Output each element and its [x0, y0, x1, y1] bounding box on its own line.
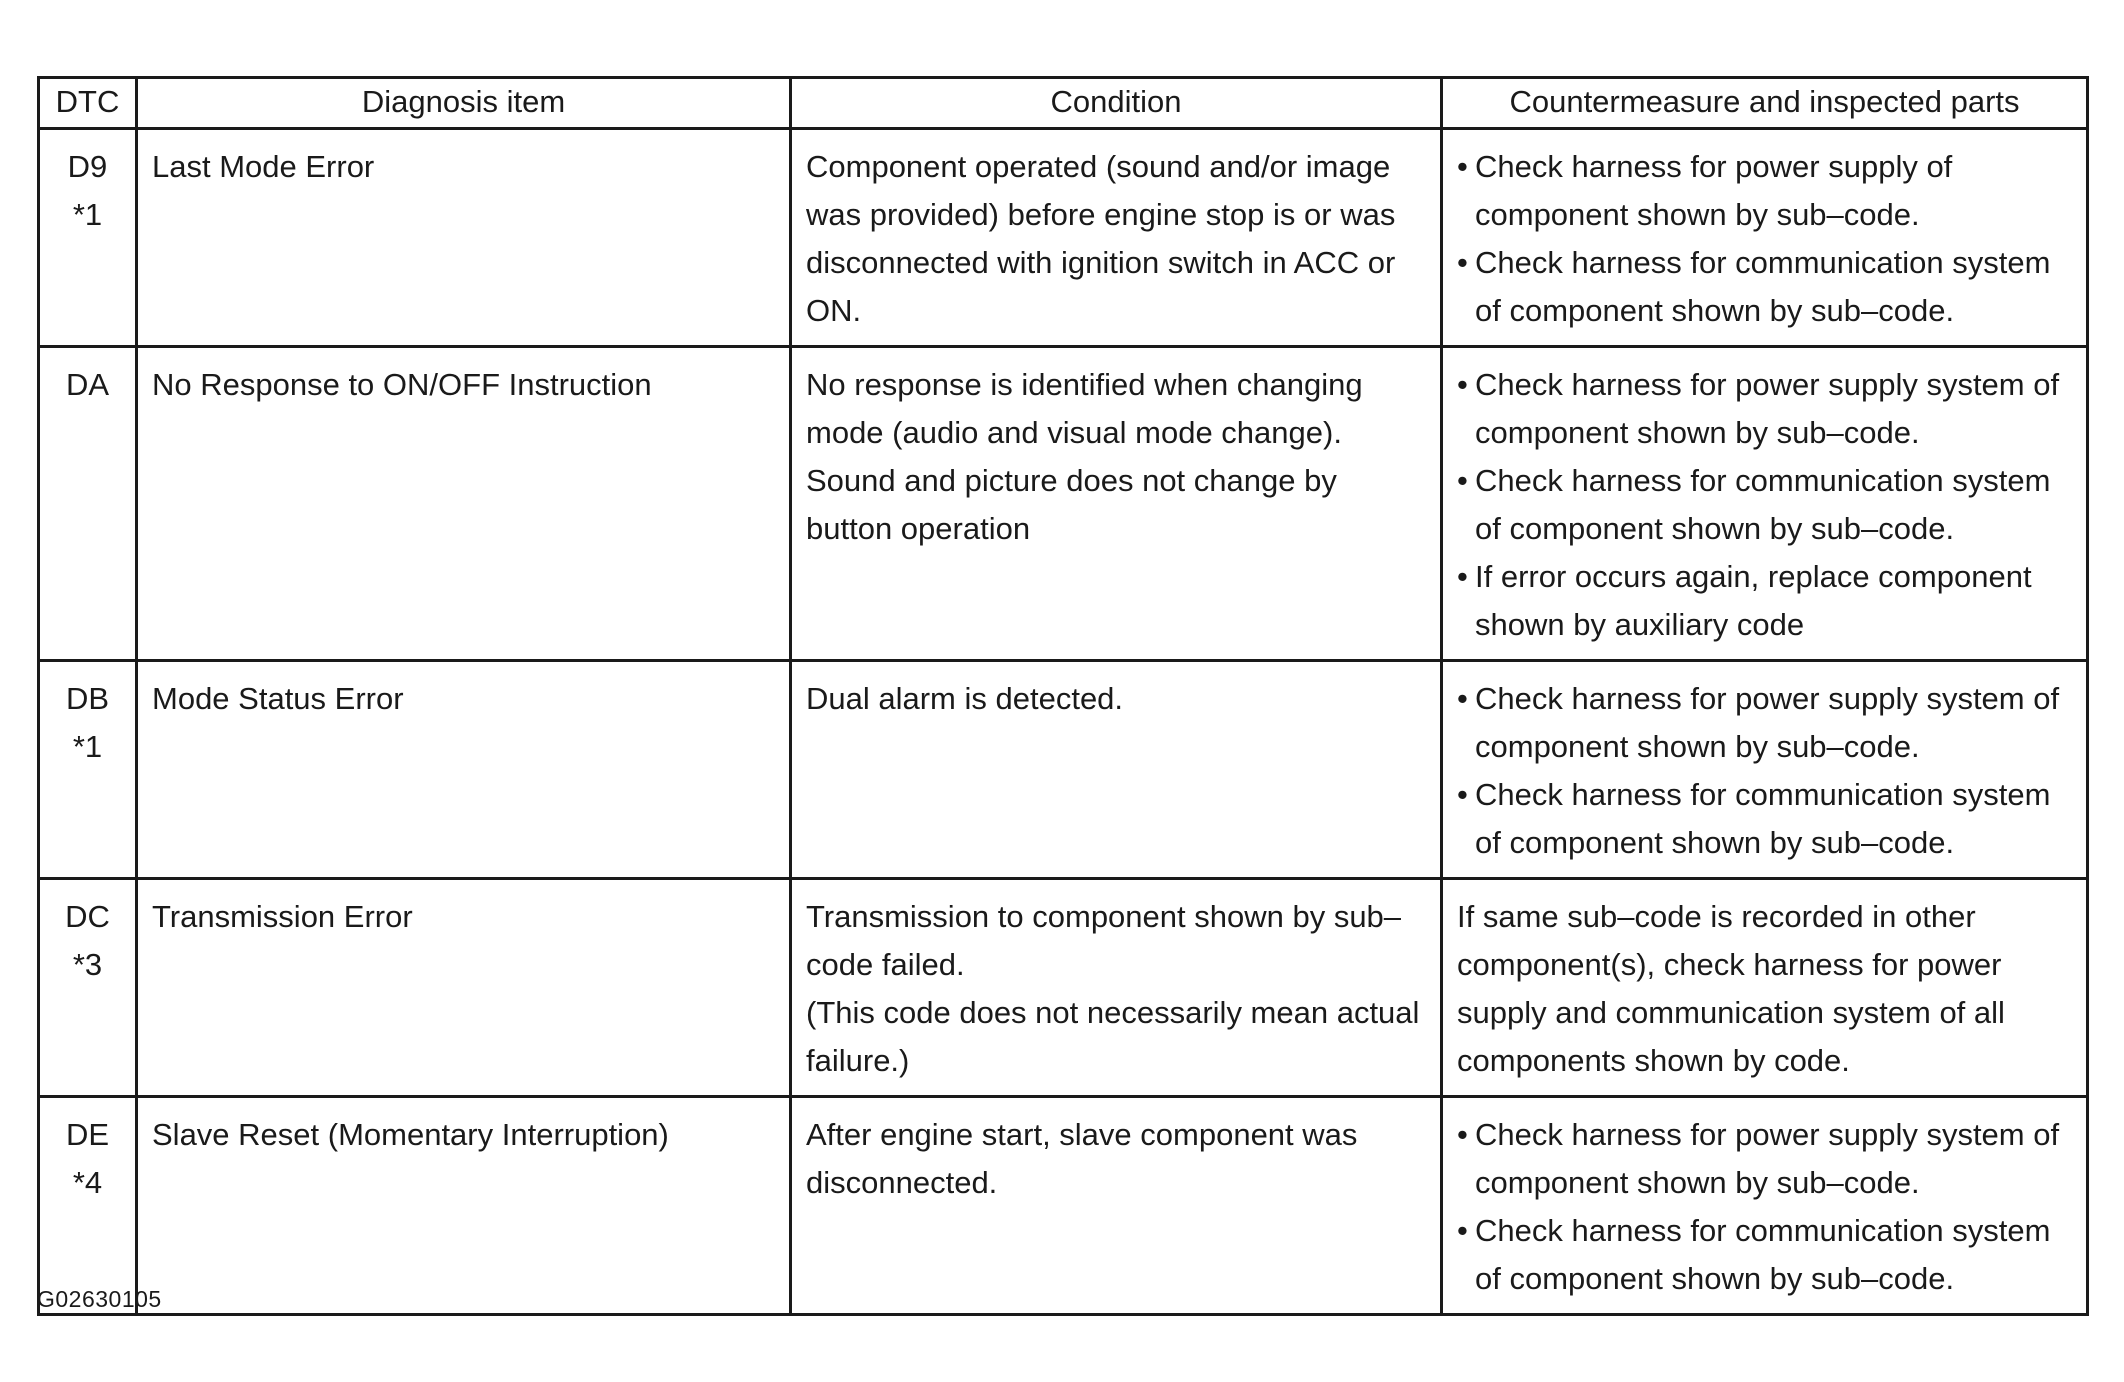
table-row — [39, 129, 2088, 347]
countermeasure-list — [1457, 1111, 2072, 1303]
bullet-icon: • — [1457, 1117, 1468, 1152]
table-row — [39, 1097, 2088, 1315]
table-row — [39, 347, 2088, 661]
figure-id: G02630105 — [37, 1286, 162, 1312]
dtc-code: DB — [65, 681, 110, 716]
countermeasure-cell: If same sub–code is recorded in other component(s), check harness for power supply and communication system of all components shown by code. — [1442, 879, 2088, 1097]
condition-text: After engine start, slave component was disconnected. — [806, 1117, 1358, 1200]
bullet-icon: • — [1457, 681, 1468, 716]
condition-text: No response is identified when changing mode (audio and visual mode change). — [806, 367, 1363, 450]
countermeasure-list — [1457, 143, 2072, 335]
dtc-cell — [39, 879, 137, 1097]
dtc-cell — [39, 129, 137, 347]
countermeasure-item: • Check harness for power supply system of component shown by sub–code. — [1457, 361, 2072, 457]
diagnosis-item-cell: Last Mode Error — [137, 129, 791, 347]
countermeasure-cell — [1442, 129, 2088, 347]
countermeasure-list — [1457, 675, 2072, 867]
header-condition: Condition — [791, 78, 1442, 129]
diagnosis-item-cell: Mode Status Error — [137, 661, 791, 879]
countermeasure-item: • Check harness for power supply system of component shown by sub–code. — [1457, 675, 2072, 771]
bullet-icon: • — [1457, 1213, 1468, 1248]
table-row — [39, 879, 2088, 1097]
bullet-icon: • — [1457, 559, 1468, 594]
countermeasure-list — [1457, 361, 2072, 649]
condition-cell — [791, 661, 1442, 879]
bullet-icon: • — [1457, 367, 1468, 402]
bullet-icon: • — [1457, 149, 1468, 184]
dtc-code: D9 — [67, 149, 108, 184]
bullet-icon: • — [1457, 463, 1468, 498]
condition-cell — [791, 1097, 1442, 1315]
dtc-footnote-ref: *1 — [72, 729, 103, 764]
condition-text: Transmission to component shown by sub–code failed. — [806, 899, 1402, 982]
dtc-cell — [39, 347, 137, 661]
table-row — [39, 661, 2088, 879]
countermeasure-item: • Check harness for communication system of component shown by sub–code. — [1457, 1207, 2072, 1303]
diagnosis-item-cell: No Response to ON/OFF Instruction — [137, 347, 791, 661]
dtc-cell — [39, 1097, 137, 1315]
countermeasure-item: • Check harness for communication system of component shown by sub–code. — [1457, 239, 2072, 335]
countermeasure-item: • If error occurs again, replace component shown by auxiliary code — [1457, 553, 2072, 649]
countermeasure-item: • Check harness for power supply of component shown by sub–code. — [1457, 143, 2072, 239]
diagnosis-item-cell: Slave Reset (Momentary Interruption) — [137, 1097, 791, 1315]
countermeasure-item: • Check harness for communication system of component shown by sub–code. — [1457, 457, 2072, 553]
diagnosis-item-cell: Transmission Error — [137, 879, 791, 1097]
condition-cell — [791, 347, 1442, 661]
header-dtc: DTC — [39, 78, 137, 129]
condition-text: Component operated (sound and/or image was provided) before engine stop is or was disconnected with ignition switch in ACC or ON. — [806, 149, 1396, 328]
dtc-footnote-ref: *4 — [72, 1165, 103, 1200]
condition-cell — [791, 879, 1442, 1097]
dtc-footnote-ref: *1 — [72, 197, 103, 232]
bullet-icon: • — [1457, 245, 1468, 280]
countermeasure-item: • Check harness for power supply system of component shown by sub–code. — [1457, 1111, 2072, 1207]
condition-text: Dual alarm is detected. — [806, 681, 1124, 716]
countermeasure-cell — [1442, 1097, 2088, 1315]
condition-text: Sound and picture does not change by button operation — [806, 463, 1337, 546]
header-countermeasure: Countermeasure and inspected parts — [1442, 78, 2088, 129]
countermeasure-item: • Check harness for communication system of component shown by sub–code. — [1457, 771, 2072, 867]
countermeasure-cell — [1442, 347, 2088, 661]
table-header-row — [39, 78, 2088, 129]
dtc-cell — [39, 661, 137, 879]
condition-cell — [791, 129, 1442, 347]
countermeasure-cell — [1442, 661, 2088, 879]
condition-text: (This code does not necessarily mean actual failure.) — [806, 995, 1420, 1078]
header-diagnosis-item: Diagnosis item — [137, 78, 791, 129]
dtc-code: DE — [65, 1117, 110, 1152]
dtc-table — [37, 76, 2089, 1316]
dtc-code: DA — [65, 367, 110, 402]
bullet-icon: • — [1457, 777, 1468, 812]
dtc-footnote-ref: *3 — [72, 947, 103, 982]
dtc-code: DC — [65, 899, 110, 934]
